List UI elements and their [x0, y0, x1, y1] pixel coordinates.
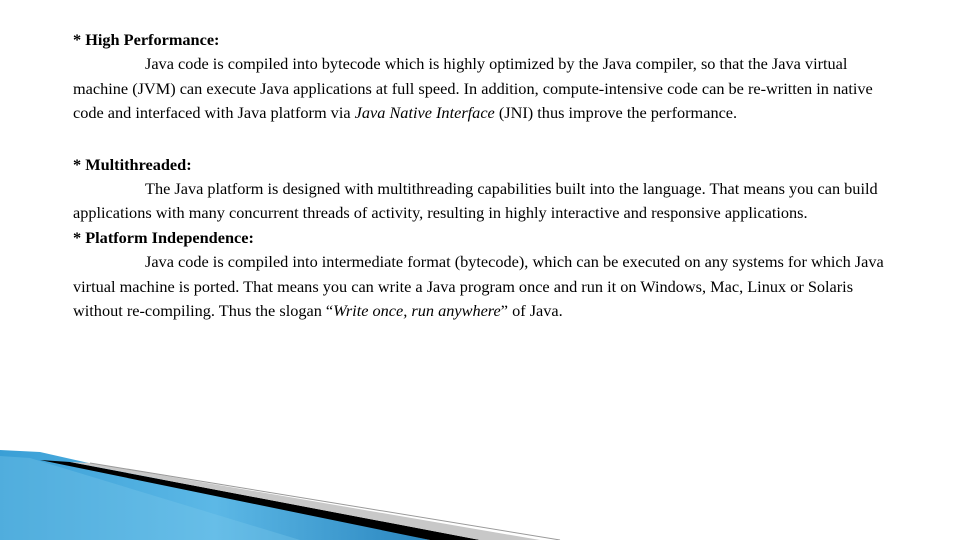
- heading-platform-independence: * Platform Independence:: [73, 227, 254, 247]
- paragraph-multithreaded: The Java platform is designed with multithreading capabilities built into the language. That means you can build applications with many concurrent threads of activity, resulting in highly interactive and responsive applications.: [73, 179, 878, 223]
- performance-italic-term: Java Native Interface: [354, 103, 495, 123]
- independence-italic-slogan: Write once, run anywhere: [333, 301, 501, 321]
- independence-text-2: ” of Java.: [500, 301, 563, 321]
- performance-text-2: (JNI) thus improve the performance.: [494, 103, 738, 123]
- paragraph-platform-independence: [73, 250, 888, 323]
- heading-multithreaded: * Multithreaded:: [73, 154, 192, 174]
- section-gap: [73, 126, 888, 153]
- paragraph-high-performance: [73, 52, 888, 125]
- independence-text-1: Java code is compiled into intermediate format (bytecode), which can be executed on any systems for which Java virtual machine is ported. That means you can write a Java program once and run it on Windows, Mac, Linux or Solaris without re-compiling. Thus the slogan “: [73, 252, 884, 321]
- slide-body: [73, 28, 888, 323]
- heading-high-performance: * High Performance:: [73, 30, 220, 49]
- slide-corner-decoration: [0, 450, 960, 540]
- performance-text-1: Java code is compiled into bytecode which is highly optimized by the Java compiler, so that the Java virtual machine (JVM) can execute Java applications at full speed. In addition, compute-intensive code can be re-written in native code and interfaced with Java platform via: [73, 54, 873, 123]
